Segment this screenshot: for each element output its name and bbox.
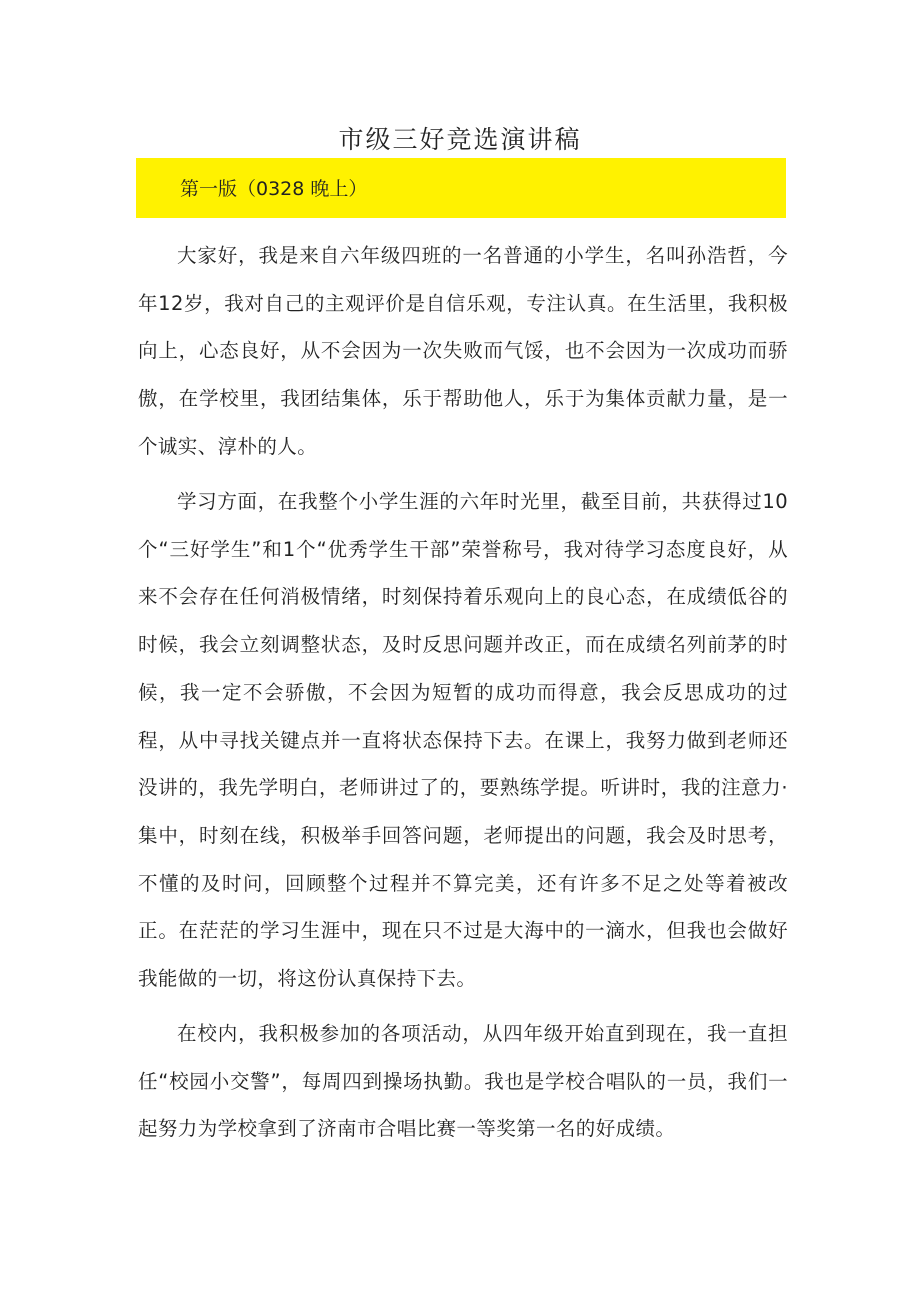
version-label: 第一版（0328 晚上） [180, 178, 368, 200]
paragraph-study: 学习方面，在我整个小学生涯的六年时光里，截至目前，共获得过10个“三好学生”和1个“优秀学生干部”荣誉称号，我对待学习态度良好，从来不会存在任何消极情绪，时刻保持着乐观向上的良心态，在成绩低谷的时候，我会立刻调整状态，及时反思问题并改正，而在成绩名列前茅的时候，我一定不会骄傲，不会因为短暂的成功而得意，我会反思成功的过程，从中寻找关键点并一直将状态保持下去。在课上，我努力做到老师还没讲的，我先学明白，老师讲过了的，要熟练学提。听讲时，我的注意力·集中，时刻在线，积极举手回答问题，老师提出的问题，我会及时思考，不懂的及时问，回顾整个过程并不算完美，还有许多不足之处等着被改正。在茫茫的学习生涯中，现在只不过是大海中的一滴水，但我也会做好我能做的一切，将这份认真保持下去。 [138, 490, 788, 991]
paragraph-introduction: 大家好，我是来自六年级四班的一名普通的小学生，名叫孙浩哲，今年12岁，我对自己的主观评价是自信乐观，专注认真。在生活里，我积极向上，心态良好，从不会因为一次失败而气馁，也不会因为一次成功而骄傲，在学校里，我团结集体，乐于帮助他人，乐于为集体贡献力量，是一个诚实、淳朴的人。 [138, 244, 788, 458]
version-highlight-band [136, 158, 786, 218]
document-title: 市级三好竞选演讲稿 [338, 125, 582, 154]
paragraph-activities: 在校内，我积极参加的各项活动，从四年级开始直到现在，我一直担任“校园小交警”，每周四到操场执勤。我也是学校合唱队的一员，我们一起努力为学校拿到了济南市合唱比赛一等奖第一名的好成绩。 [138, 1022, 788, 1141]
